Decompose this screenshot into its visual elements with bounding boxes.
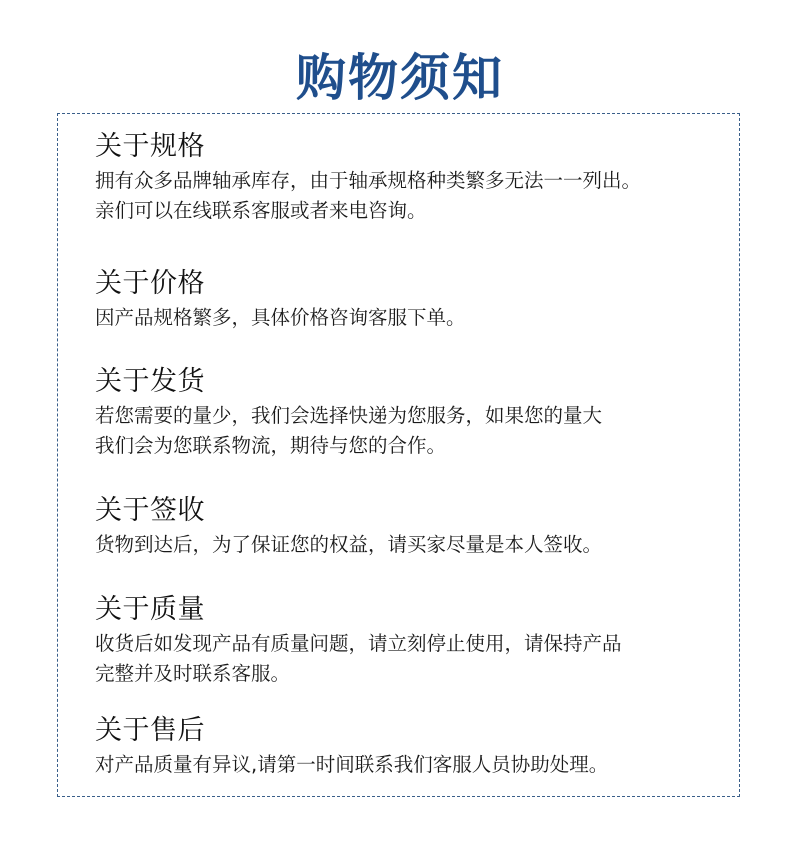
section-heading: 关于发货 xyxy=(95,366,205,397)
shopping-notice-box xyxy=(57,113,740,797)
section-body-line: 货物到达后，为了保证您的权益，请买家尽量是本人签收。 xyxy=(95,533,603,556)
section-body xyxy=(95,166,725,226)
section-delivery-receipt xyxy=(95,494,725,560)
section-body-line: 若您需要的量少，我们会选择快递为您服务，如果您的量大 xyxy=(95,404,603,427)
section-after-sales xyxy=(95,714,725,780)
section-body-line: 亲们可以在线联系客服或者来电咨询。 xyxy=(95,199,427,222)
section-body xyxy=(95,750,725,780)
section-body-line: 因产品规格繁多，具体价格咨询客服下单。 xyxy=(95,306,466,329)
section-quality xyxy=(95,593,725,689)
section-specifications xyxy=(95,130,725,226)
section-price xyxy=(95,267,725,333)
section-body-line: 完整并及时联系客服。 xyxy=(95,662,291,685)
section-body-line: 对产品质量有异议,请第一时间联系我们客服人员协助处理。 xyxy=(95,753,609,776)
section-body xyxy=(95,629,725,689)
section-heading: 关于价格 xyxy=(95,268,205,299)
section-heading: 关于规格 xyxy=(95,131,205,162)
section-body xyxy=(95,530,725,560)
section-body-line: 我们会为您联系物流，期待与您的合作。 xyxy=(95,434,447,457)
section-heading: 关于售后 xyxy=(95,715,205,746)
section-body xyxy=(95,303,725,333)
section-shipping xyxy=(95,365,725,461)
section-heading: 关于签收 xyxy=(95,495,205,526)
page-title: 购物须知 xyxy=(296,47,504,107)
section-body-line: 收货后如发现产品有质量问题，请立刻停止使用，请保持产品 xyxy=(95,632,622,655)
section-heading: 关于质量 xyxy=(95,594,205,625)
section-body-line: 拥有众多品牌轴承库存，由于轴承规格种类繁多无法一一列出。 xyxy=(95,169,642,192)
section-body xyxy=(95,401,725,461)
